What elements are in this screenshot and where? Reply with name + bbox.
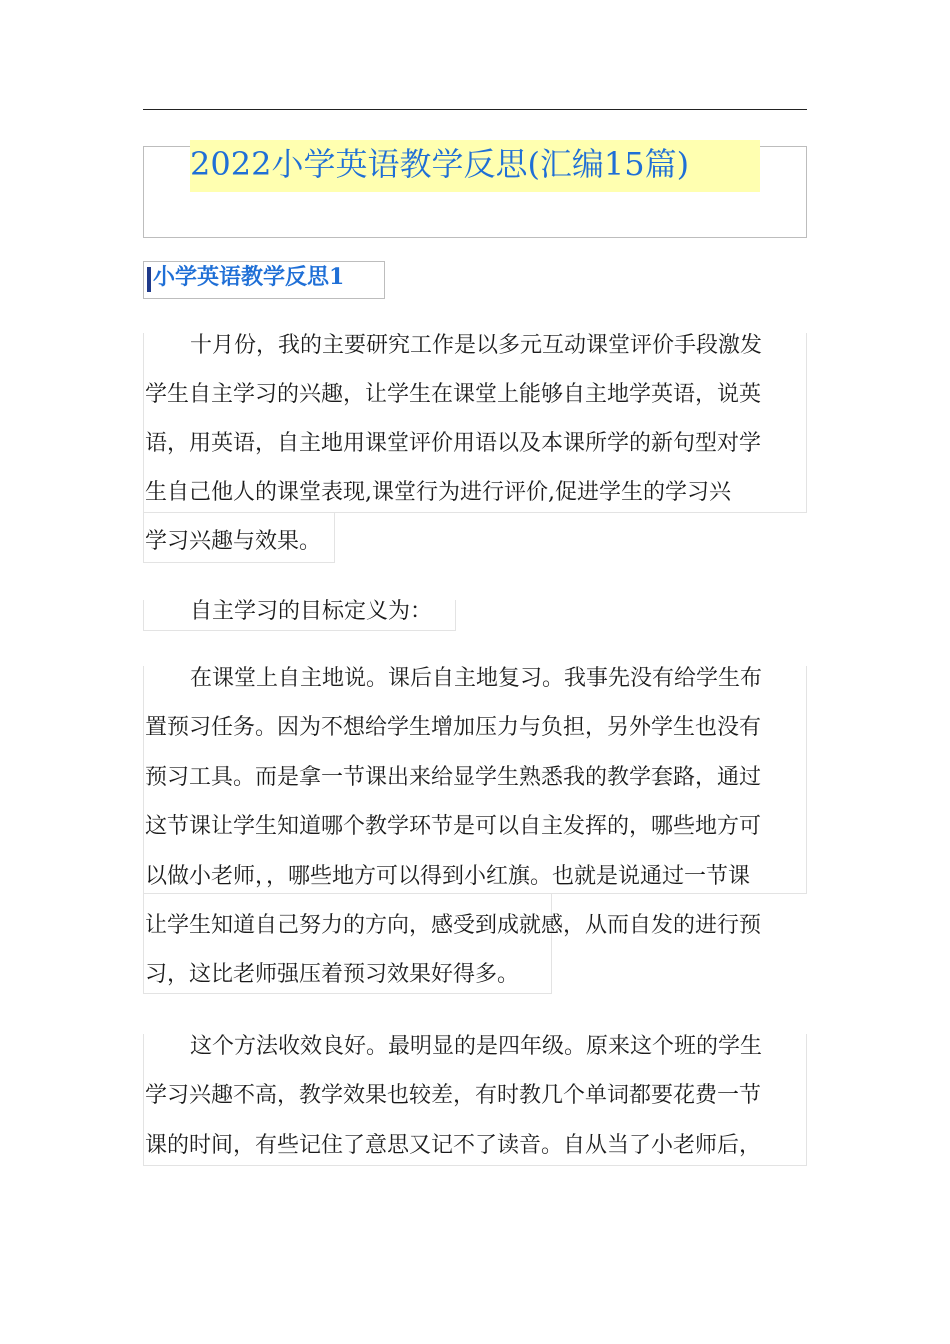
section-heading: 小学英语教学反思1 xyxy=(153,264,345,290)
top-rule xyxy=(143,109,807,110)
document-title: 2022小学英语教学反思(汇编15篇) xyxy=(190,140,760,192)
paragraph-line: 习，这比老师强压着预习效果好得多。 xyxy=(145,962,520,987)
section-marker xyxy=(147,267,151,292)
paragraph-line: 生自己他人的课堂表现,课堂行为进行评价,促进学生的学习兴 xyxy=(145,480,731,505)
paragraph-line: 置预习任务。因为不想给学生增加压力与负担，另外学生也没有 xyxy=(145,715,762,740)
paragraph-line: 学生自主学习的兴趣，让学生在课堂上能够自主地学英语，说英 xyxy=(145,382,762,407)
paragraph-line: 学习兴趣与效果。 xyxy=(145,529,322,554)
paragraph-line: 自主学习的目标定义为： xyxy=(190,599,433,624)
paragraph-line: 学习兴趣不高，教学效果也较差，有时教几个单词都要花费一节 xyxy=(145,1083,762,1108)
paragraph-line: 这节课让学生知道哪个教学环节是可以自主发挥的，哪些地方可 xyxy=(145,814,762,839)
paragraph-line: 语，用英语，自主地用课堂评价用语以及本课所学的新句型对学 xyxy=(145,431,762,456)
paragraph-line: 十月份，我的主要研究工作是以多元互动课堂评价手段激发 xyxy=(190,333,763,358)
paragraph-line: 这个方法收效良好。最明显的是四年级。原来这个班的学生 xyxy=(190,1034,763,1059)
paragraph-line: 课的时间，有些记住了意思又记不了读音。自从当了小老师后， xyxy=(145,1133,762,1158)
paragraph-line: 让学生知道自己努力的方向，感受到成就感，从而自发的进行预 xyxy=(145,913,762,938)
paragraph-line: 预习工具。而是拿一节课出来给显学生熟悉我的教学套路，通过 xyxy=(145,765,762,790)
paragraph-line: 在课堂上自主地说。课后自主地复习。我事先没有给学生布 xyxy=(190,666,763,691)
paragraph-line: 以做小老师，，哪些地方可以得到小红旗。也就是说通过一节课 xyxy=(145,864,751,889)
